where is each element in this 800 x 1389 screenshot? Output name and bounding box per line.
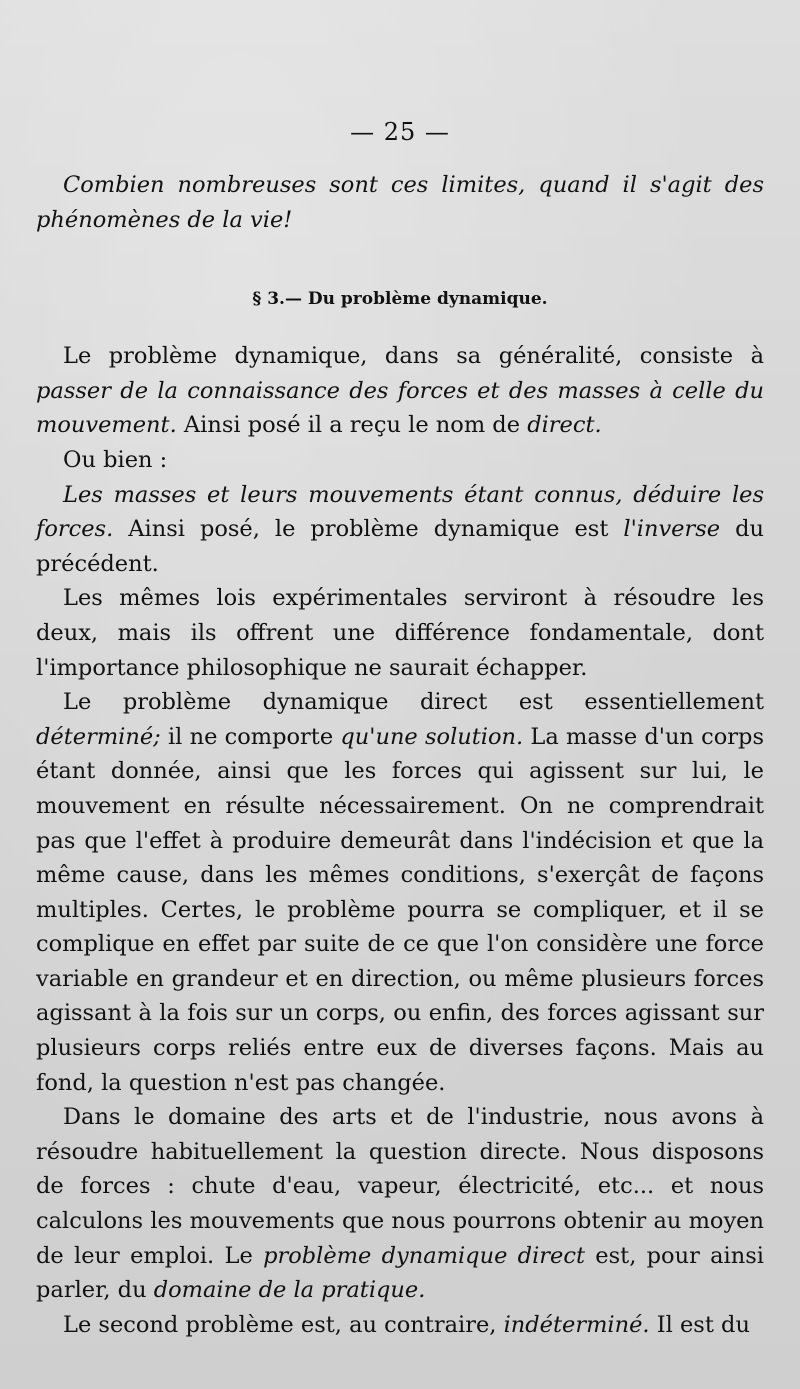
p5-text-e: La masse d'un corps étant donnée, ainsi que les forces qui agissent sur lui, le mouvement en résulte nécessairement. On ne comprendrait pas que l'effet à produire demeurât dans l'indécision et que la même cause, dans les mêmes conditions, s'exerçât de façons multiples. Certes, le problème pourra se compliquer, et il se complique en effet par suite de ce que l'on considère une force variable en grandeur et en direction, ou même plusieurs forces agissant à la fois sur un corps, ou enfin, des forces agissant sur plusieurs corps reliés entre eux de diverses façons. Mais au fond, la question n'est pas changée.: [36, 723, 764, 1096]
p5-italic-d: qu'une solution.: [340, 723, 524, 750]
paragraph-1: [36, 339, 764, 443]
p3-text-b: Ainsi posé, le problème dynamique est: [113, 516, 624, 543]
p3-italic-c: l'inverse: [623, 516, 721, 543]
paragraph-6: [36, 1100, 764, 1308]
p5-text-a: Le problème dynamique direct est essentiellement: [63, 689, 764, 716]
paragraph-3: [36, 478, 764, 582]
paragraph-4: Les mêmes lois expérimentales serviront à résoudre les deux, mais ils offrent une différence fondamentale, dont l'importance philosophique ne saurait échapper.: [36, 585, 764, 681]
p5-text-c: il ne comporte: [160, 723, 341, 750]
p7-italic-b: indéterminé.: [503, 1311, 650, 1338]
p7-text-c: Il est du: [649, 1311, 750, 1338]
p7-text-a: Le second problème est, au contraire,: [63, 1311, 504, 1338]
p6-italic-b: problème dynamique direct: [263, 1242, 585, 1269]
intro-italic-text: Combien nombreuses sont ces limites, quand il s'agit des phénomènes de la vie!: [36, 172, 764, 233]
p1-italic-d: direct.: [527, 412, 602, 439]
p1-text-a: Le problème dynamique, dans sa généralité, consiste à: [63, 343, 764, 370]
paragraph-7: [36, 1308, 764, 1343]
page-number: — 25 —: [350, 118, 450, 146]
p5-italic-b: déterminé;: [36, 723, 161, 750]
p3-italic-a: Les masses et leurs mouvements étant connus, déduire les forces.: [36, 481, 764, 543]
p1-text-c: Ainsi posé il a reçu le nom de: [176, 412, 528, 439]
p6-text-c: est, pour ainsi parler, du: [36, 1242, 764, 1304]
paragraph-2: Ou bien :: [63, 446, 168, 473]
p1-italic-b: passer de la connaissance des forces et des masses à celle du mouvement.: [36, 377, 764, 439]
paragraph-5: [36, 685, 764, 1100]
p6-italic-d: domaine de la pratique.: [153, 1277, 426, 1304]
intro-paragraph: [36, 168, 764, 237]
section-heading: § 3.— Du problème dynamique.: [252, 289, 548, 310]
p6-text-a: Dans le domaine des arts et de l'industrie, nous avons à résoudre habituellement la question directe. Nous disposons de forces : chute d'eau, vapeur, électricité, etc... et nous calculons les mouvements que nous pourrons obtenir au moyen de leur emploi. Le: [36, 1104, 764, 1269]
p3-text-d: du précédent.: [36, 516, 765, 577]
